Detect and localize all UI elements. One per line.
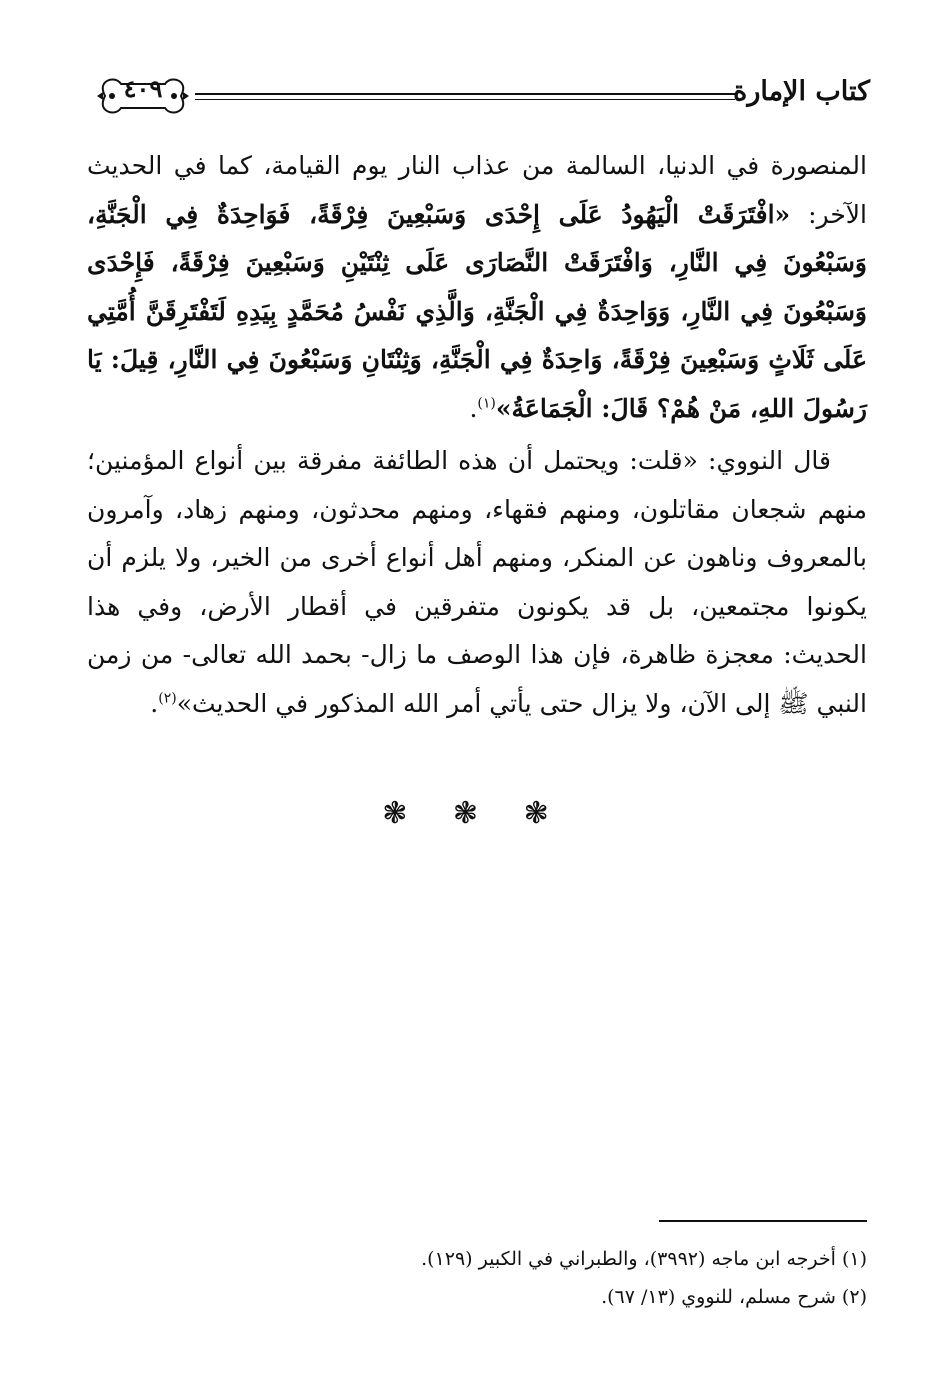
header-rule bbox=[195, 93, 735, 95]
main-text bbox=[87, 142, 867, 728]
footnote-ref-1[interactable]: (١) bbox=[477, 395, 496, 412]
paragraph-2-text: قال النووي: «قلت: ويحتمل أن هذه الطائفة مفرقة بين أنواع المؤمنين؛ منهم شجعان مقاتلون، ومنهم فقهاء، ومنهم محدثون، ومنهم زهاد، وآمرون بالمعروف وناهون عن المنكر، ومنهم أهل أنواع أخرى من الخير، ولا يلزم أن يكونوا مجتمعين، بل قد يكونون متفرقين في أقطار الأرض، وفي هذا الحديث: معجزة ظاهرة، فإن هذا الوصف ما زال- بحمد الله تعالى- من زمن النبي ﷺ إلى الآن، ولا يزال حتى يأتي أمر الله المذكور في الحديث» bbox=[87, 446, 867, 718]
paragraph-2 bbox=[87, 437, 867, 728]
header-rule-thin bbox=[195, 99, 735, 100]
footnote-ref-2[interactable]: (٢) bbox=[158, 690, 177, 707]
paragraph-1-end: . bbox=[469, 393, 478, 423]
footnote-rule bbox=[659, 1220, 867, 1222]
paragraph-1 bbox=[87, 142, 867, 433]
paragraph-2-end: . bbox=[150, 688, 159, 718]
footnote-2: (٢) شرح مسلم، للنووي (١٣/ ٦٧). bbox=[601, 1286, 867, 1308]
chapter-title: كتاب الإمارة bbox=[733, 76, 870, 107]
paragraph-1-intro: المنصورة في الدنيا، السالمة من عذاب النار يوم القيامة، كما في الحديث الآخر: bbox=[87, 151, 867, 229]
footnotes bbox=[87, 1240, 867, 1316]
section-separator-icon: ❃ ❃ ❃ bbox=[382, 796, 567, 831]
page-header bbox=[95, 66, 870, 126]
hadith-quote: «افْتَرَقَتْ الْيَهُودُ عَلَى إِحْدَى وَسَبْعِينَ فِرْقَةً، فَوَاحِدَةٌ فِي الْجَنَّةِ، وَسَبْعُونَ فِي النَّارِ، وَافْتَرَقَتْ النَّصَارَى عَلَى ثِنْتَيْنِ وَسَبْعِينَ فِرْقَةً، فَإِحْدَى وَسَبْعُونَ فِي النَّارِ، وَوَاحِدَةٌ فِي الْجَنَّةِ، وَالَّذِي نَفْسُ مُحَمَّدٍ بِيَدِهِ لَتَفْتَرِقَنَّ أُمَّتِي عَلَى ثَلَاثٍ وَسَبْعِينَ فِرْقَةً، وَاحِدَةٌ فِي الْجَنَّةِ، وَثِنْتَانِ وَسَبْعُونَ فِي النَّارِ، قِيلَ: يَا رَسُولَ اللهِ، مَنْ هُمْ؟ قَالَ: الْجَمَاعَةُ» bbox=[87, 199, 867, 423]
page-number: ٤٠٩ bbox=[123, 74, 163, 103]
footnote-1: (١) أخرجه ابن ماجه (٣٩٩٢)، والطبراني في الكبير (١٢٩). bbox=[421, 1248, 867, 1270]
